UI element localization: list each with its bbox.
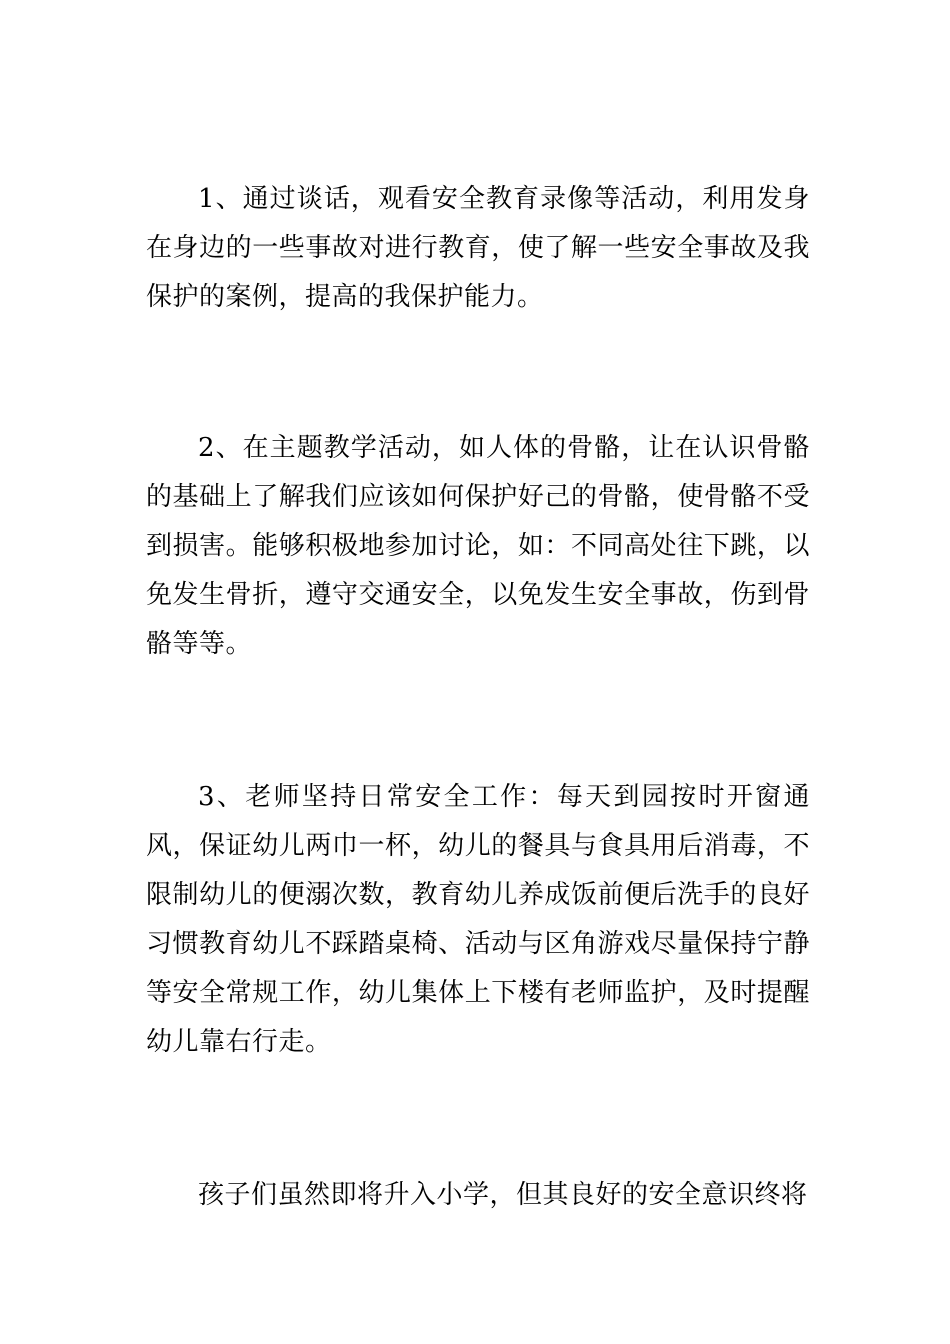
paragraph-3: 3、老师坚持日常安全工作：每天到园按时开窗通风，保证幼儿两巾一杯，幼儿的餐具与食具用后消毒，不限制幼儿的便溺次数，教育幼儿养成饭前便后洗手的良好习惯教育幼儿不踩踏桌椅、活动与区角游戏尽量保持宁静等安全常规工作，幼儿集体上下楼有老师监护，及时提醒幼儿靠右行走。 bbox=[146, 782, 810, 1057]
paragraph-2: 2、在主题教学活动，如人体的骨骼，让在认识骨骼的基础上了解我们应该如何保护好己的骨骼，使骨骼不受到损害。能够积极地参加讨论，如：不同高处往下跳，以免发生骨折，遵守交通安全，以免发生安全事故，伤到骨骼等等。 bbox=[146, 433, 810, 659]
paragraph-4: 孩子们虽然即将升入小学，但其良好的安全意识终将 bbox=[198, 1180, 808, 1210]
paragraph-1: 1、通过谈话，观看安全教育录像等活动，利用发身在身边的一些事故对进行教育，使了解一些安全事故及我保护的案例，提高的我保护能力。 bbox=[146, 184, 810, 312]
